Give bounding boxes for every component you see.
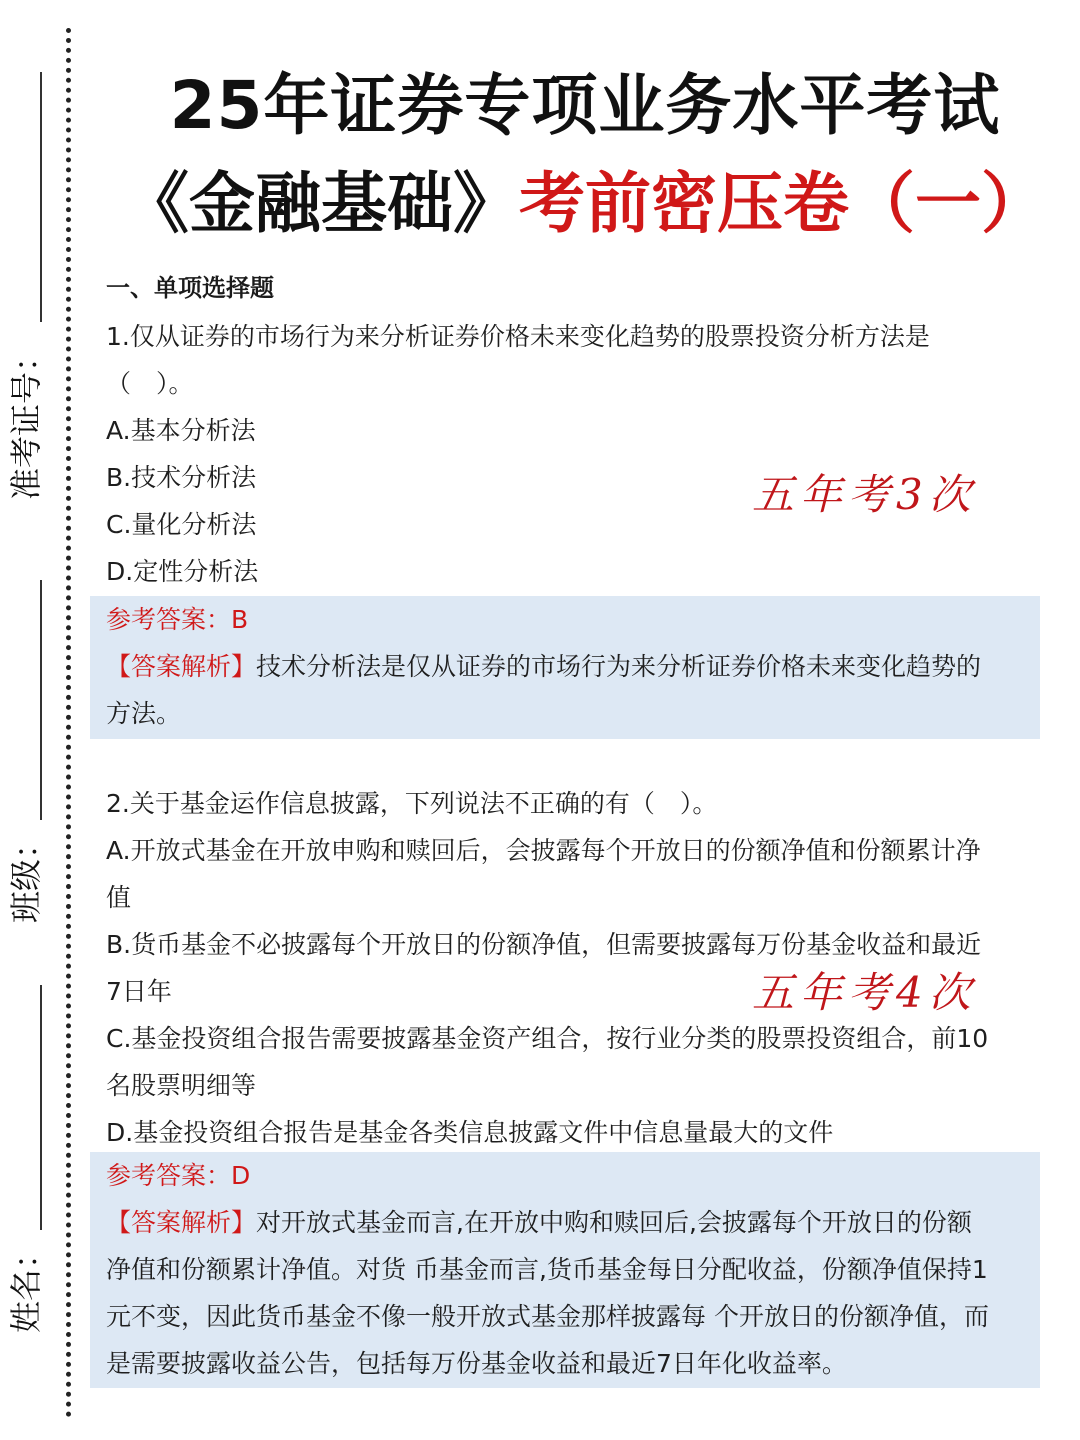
q2-analysis-line-1: 【答案解析】对开放式基金而言,在开放中购和赎回后,会披露每个开放日的份额 [106,1208,972,1237]
q1-option-d: D.定性分析法 [106,557,259,586]
q2-option-a-line-1: A.开放式基金在开放申购和赎回后，会披露每个开放日的份额净值和份额累计净 [106,836,981,865]
q1-option-a: A.基本分析法 [106,416,256,445]
class-underline [40,580,42,820]
q2-stem: 2.关于基金运作信息披露，下列说法不正确的有（ ）。 [106,789,718,818]
q2-frequency-note: 五年考4次 [752,968,977,1017]
title-line-1: 25年证券专项业务水平考试 [169,67,1001,144]
q1-analysis-label: 【答案解析】 [106,652,257,681]
q2-option-b-line-1: B.货币基金不必披露每个开放日的份额净值，但需要披露每万份基金收益和最近 [106,930,982,959]
q1-stem-line-1: 1.仅从证券的市场行为来分析证券价格未来变化趋势的股票投资分析方法是 [106,322,930,351]
q1-analysis-line-2: 方法。 [106,699,182,728]
class-label: 班级： [7,826,46,924]
name-underline [40,985,42,1230]
q2-option-b-line-2: 7日年 [106,977,172,1006]
title-line-2 [90,150,1080,245]
exam-id-label: 准考证号： [7,339,46,501]
q2-answer-box [90,1152,1040,1388]
q2-answer: 参考答案：D [106,1161,251,1190]
q2-analysis-line-3: 元不变，因此货币基金不像一般开放式基金那样披露每 个开放日的份额净值，而 [106,1302,989,1331]
q1-answer: 参考答案：B [106,605,249,634]
q1-stem-line-2: （ ）。 [106,369,194,398]
q2-analysis-label: 【答案解析】 [106,1208,257,1237]
q2-option-d: D.基金投资组合报告是基金各类信息披露文件中信息量最大的文件 [106,1118,834,1147]
q2-option-a-line-2: 值 [106,883,132,912]
q2-analysis-line-4: 是需要披露收益公告，包括每万份基金收益和最近7日年化收益率。 [106,1349,847,1378]
exam-id-underline [40,72,42,322]
q1-answer-box [90,596,1040,739]
title-subject: 《金融基础》 [123,165,519,242]
q2-option-c-line-2: 名股票明细等 [106,1071,257,1100]
q1-option-c: C.量化分析法 [106,510,257,539]
name-label: 姓名： [7,1236,46,1334]
q1-analysis-line-1: 【答案解析】技术分析法是仅从证券的市场行为来分析证券价格未来变化趋势的 [106,652,982,681]
section-heading: 一、单项选择题 [106,274,274,302]
q1-option-b: B.技术分析法 [106,463,257,492]
title-paper-name: 考前密压卷（一） [519,165,1047,242]
question-1 [106,313,1026,595]
q2-analysis-line-2: 净值和份额累计净值。对货 币基金而言,货币基金每日分配收益，份额净值保持1 [106,1255,988,1284]
q1-frequency-note: 五年考3次 [752,470,977,519]
q2-option-c-line-1: C.基金投资组合报告需要披露基金资产组合，按行业分类的股票投资组合，前10 [106,1024,989,1053]
binding-dotted-line [66,28,71,1418]
